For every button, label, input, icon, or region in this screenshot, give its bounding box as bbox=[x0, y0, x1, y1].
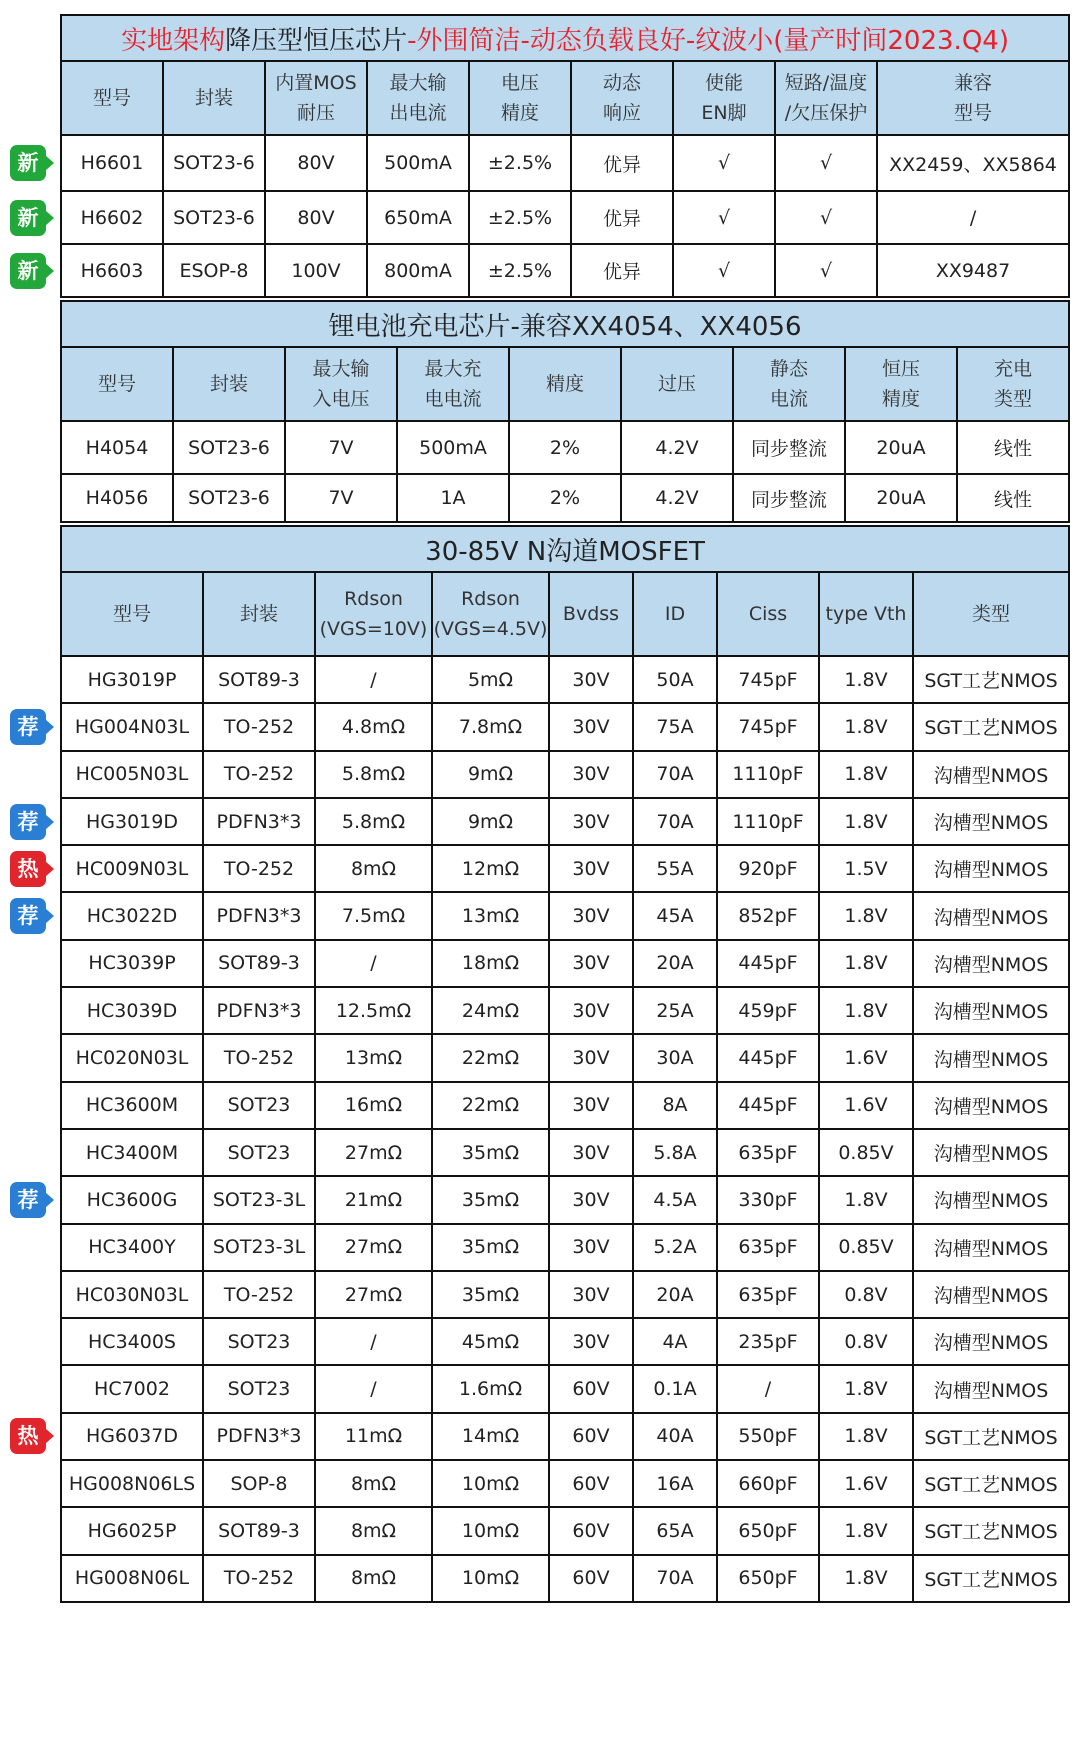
column-header: 内置MOS 耐压 bbox=[265, 61, 367, 135]
table-cell: 40A bbox=[633, 1413, 717, 1460]
column-header: 动态 响应 bbox=[571, 61, 673, 135]
recommend-badge: 荐 bbox=[10, 709, 46, 745]
table-cell: SOT89-3 bbox=[203, 940, 315, 987]
mosfet-section-title: 30-85V N沟道MOSFET bbox=[61, 526, 1069, 572]
column-header: Bvdss bbox=[549, 572, 633, 656]
table-cell: 25A bbox=[633, 987, 717, 1034]
table-cell: SGT工艺NMOS bbox=[913, 1507, 1069, 1554]
table-cell: 1110pF bbox=[717, 798, 819, 845]
table-row bbox=[61, 474, 1069, 522]
table-cell: 650pF bbox=[717, 1555, 819, 1602]
table-cell: 8mΩ bbox=[315, 1460, 432, 1507]
table-cell: SGT工艺NMOS bbox=[913, 703, 1069, 750]
table-row bbox=[61, 940, 1069, 987]
table-cell: 30V bbox=[549, 798, 633, 845]
table-cell: 16mΩ bbox=[315, 1082, 432, 1129]
table-cell: 优异 bbox=[571, 244, 673, 297]
table-cell: 4.8mΩ bbox=[315, 703, 432, 750]
table-cell: / bbox=[717, 1365, 819, 1412]
table-cell: 650mA bbox=[367, 191, 469, 244]
charger-section-title: 锂电池充电芯片-兼容XX4054、XX4056 bbox=[61, 301, 1069, 347]
buck-regulator-table bbox=[60, 14, 1070, 298]
table-cell: 1.8V bbox=[819, 892, 913, 939]
badge-column bbox=[0, 0, 60, 1752]
table-cell: 9mΩ bbox=[432, 798, 549, 845]
table-cell: 30V bbox=[549, 1224, 633, 1271]
table-cell: 635pF bbox=[717, 1271, 819, 1318]
table-cell: 优异 bbox=[571, 191, 673, 244]
table-cell: 27mΩ bbox=[315, 1224, 432, 1271]
table-cell: 沟槽型NMOS bbox=[913, 798, 1069, 845]
table-cell: SGT工艺NMOS bbox=[913, 656, 1069, 703]
table-cell: HC030N03L bbox=[61, 1271, 203, 1318]
column-header: 短路/温度 /欠压保护 bbox=[775, 61, 877, 135]
table-cell: 65A bbox=[633, 1507, 717, 1554]
table-cell: 55A bbox=[633, 845, 717, 892]
table-cell: 12.5mΩ bbox=[315, 987, 432, 1034]
table-cell: 445pF bbox=[717, 1082, 819, 1129]
table-cell: / bbox=[315, 940, 432, 987]
table-cell: HG6037D bbox=[61, 1413, 203, 1460]
table-cell: 1.6V bbox=[819, 1034, 913, 1081]
table-cell: 10mΩ bbox=[432, 1507, 549, 1554]
table-row bbox=[61, 1460, 1069, 1507]
table-cell: 20uA bbox=[845, 421, 957, 474]
table-cell: HG3019P bbox=[61, 656, 203, 703]
table-cell: 同步整流 bbox=[733, 474, 845, 522]
table-cell: TO-252 bbox=[203, 845, 315, 892]
table-cell: 45A bbox=[633, 892, 717, 939]
table-cell: 4.2V bbox=[621, 421, 733, 474]
table-cell: HC7002 bbox=[61, 1365, 203, 1412]
table-cell: 5mΩ bbox=[432, 656, 549, 703]
table-cell: HC3400Y bbox=[61, 1224, 203, 1271]
table-cell: 沟槽型NMOS bbox=[913, 1224, 1069, 1271]
table-row bbox=[61, 135, 1069, 191]
buck-section-title: 实地架构降压型恒压芯片-外围简洁-动态负载良好-纹波小(量产时间2023.Q4) bbox=[61, 15, 1069, 61]
table-cell: 1.8V bbox=[819, 656, 913, 703]
recommend-badge: 荐 bbox=[10, 804, 46, 840]
column-header: 类型 bbox=[913, 572, 1069, 656]
table-cell: ±2.5% bbox=[469, 191, 571, 244]
table-row bbox=[61, 1034, 1069, 1081]
table-cell: 0.85V bbox=[819, 1129, 913, 1176]
table-cell: ±2.5% bbox=[469, 135, 571, 191]
column-header: Rdson (VGS=4.5V) bbox=[432, 572, 549, 656]
table-cell: 沟槽型NMOS bbox=[913, 987, 1069, 1034]
table-cell: H4056 bbox=[61, 474, 173, 522]
column-header: Rdson (VGS=10V) bbox=[315, 572, 432, 656]
recommend-badge: 荐 bbox=[10, 898, 46, 934]
table-cell: 优异 bbox=[571, 135, 673, 191]
table-cell: 500mA bbox=[397, 421, 509, 474]
new-badge: 新 bbox=[10, 145, 46, 181]
table-cell: 1110pF bbox=[717, 751, 819, 798]
table-cell: 35mΩ bbox=[432, 1224, 549, 1271]
table-row bbox=[61, 1413, 1069, 1460]
hot-badge: 热 bbox=[10, 1418, 46, 1454]
table-cell: 800mA bbox=[367, 244, 469, 297]
column-header: 兼容 型号 bbox=[877, 61, 1069, 135]
table-cell: 沟槽型NMOS bbox=[913, 1176, 1069, 1223]
table-cell: HG6025P bbox=[61, 1507, 203, 1554]
table-cell: / bbox=[315, 1318, 432, 1365]
table-cell: 沟槽型NMOS bbox=[913, 892, 1069, 939]
table-cell: √ bbox=[673, 135, 775, 191]
column-header: 封装 bbox=[173, 347, 285, 421]
table-cell: 20uA bbox=[845, 474, 957, 522]
table-cell: 27mΩ bbox=[315, 1129, 432, 1176]
table-cell: 线性 bbox=[957, 421, 1069, 474]
table-cell: SOT23 bbox=[203, 1129, 315, 1176]
column-header: Ciss bbox=[717, 572, 819, 656]
table-cell: 445pF bbox=[717, 1034, 819, 1081]
table-cell: XX9487 bbox=[877, 244, 1069, 297]
table-cell: 0.1A bbox=[633, 1365, 717, 1412]
table-cell: 4.5A bbox=[633, 1176, 717, 1223]
table-cell: 1.8V bbox=[819, 1365, 913, 1412]
table-cell: 660pF bbox=[717, 1460, 819, 1507]
table-cell: SOT89-3 bbox=[203, 656, 315, 703]
table-cell: 30V bbox=[549, 987, 633, 1034]
table-cell: 5.8mΩ bbox=[315, 798, 432, 845]
table-cell: 5.8A bbox=[633, 1129, 717, 1176]
table-cell: 22mΩ bbox=[432, 1082, 549, 1129]
table-cell: HC005N03L bbox=[61, 751, 203, 798]
table-cell: 7V bbox=[285, 474, 397, 522]
table-row bbox=[61, 1129, 1069, 1176]
table-cell: 500mA bbox=[367, 135, 469, 191]
table-cell: 30V bbox=[549, 1271, 633, 1318]
table-cell: H6602 bbox=[61, 191, 163, 244]
table-cell: 30V bbox=[549, 1129, 633, 1176]
table-cell: 2% bbox=[509, 421, 621, 474]
table-cell: 12mΩ bbox=[432, 845, 549, 892]
product-tables bbox=[60, 14, 1068, 1603]
table-cell: 4.2V bbox=[621, 474, 733, 522]
table-row bbox=[61, 1082, 1069, 1129]
table-cell: HG008N06LS bbox=[61, 1460, 203, 1507]
table-cell: SOT89-3 bbox=[203, 1507, 315, 1554]
table-row bbox=[61, 892, 1069, 939]
table-cell: 9mΩ bbox=[432, 751, 549, 798]
column-header: type Vth bbox=[819, 572, 913, 656]
table-cell: 8mΩ bbox=[315, 845, 432, 892]
table-cell: 8mΩ bbox=[315, 1507, 432, 1554]
table-cell: 2% bbox=[509, 474, 621, 522]
table-cell: √ bbox=[673, 191, 775, 244]
table-cell: SOT23 bbox=[203, 1082, 315, 1129]
table-cell: 30V bbox=[549, 940, 633, 987]
table-cell: SOT23-3L bbox=[203, 1224, 315, 1271]
table-row bbox=[61, 421, 1069, 474]
table-cell: 10mΩ bbox=[432, 1460, 549, 1507]
table-cell: ESOP-8 bbox=[163, 244, 265, 297]
table-cell: 330pF bbox=[717, 1176, 819, 1223]
table-cell: 沟槽型NMOS bbox=[913, 1034, 1069, 1081]
table-cell: HC009N03L bbox=[61, 845, 203, 892]
table-row bbox=[61, 656, 1069, 703]
table-cell: 7.5mΩ bbox=[315, 892, 432, 939]
table-cell: 7V bbox=[285, 421, 397, 474]
table-cell: PDFN3*3 bbox=[203, 1413, 315, 1460]
table-cell: √ bbox=[775, 244, 877, 297]
table-cell: 550pF bbox=[717, 1413, 819, 1460]
table-cell: 70A bbox=[633, 1555, 717, 1602]
table-row bbox=[61, 191, 1069, 244]
table-cell: SOT23-6 bbox=[163, 135, 265, 191]
table-cell: HC020N03L bbox=[61, 1034, 203, 1081]
table-cell: 35mΩ bbox=[432, 1129, 549, 1176]
table-cell: 635pF bbox=[717, 1224, 819, 1271]
table-cell: 24mΩ bbox=[432, 987, 549, 1034]
table-cell: √ bbox=[673, 244, 775, 297]
table-cell: 235pF bbox=[717, 1318, 819, 1365]
new-badge: 新 bbox=[10, 200, 46, 236]
table-cell: 20A bbox=[633, 1271, 717, 1318]
table-cell: 7.8mΩ bbox=[432, 703, 549, 750]
table-cell: 11mΩ bbox=[315, 1413, 432, 1460]
table-row bbox=[61, 845, 1069, 892]
table-cell: SOT23-6 bbox=[173, 474, 285, 522]
table-cell: 沟槽型NMOS bbox=[913, 845, 1069, 892]
table-cell: XX2459、XX5864 bbox=[877, 135, 1069, 191]
column-header: 封装 bbox=[163, 61, 265, 135]
table-row bbox=[61, 798, 1069, 845]
table-cell: 8mΩ bbox=[315, 1555, 432, 1602]
column-header: 精度 bbox=[509, 347, 621, 421]
table-cell: 13mΩ bbox=[432, 892, 549, 939]
table-cell: 1.8V bbox=[819, 1176, 913, 1223]
table-cell: SGT工艺NMOS bbox=[913, 1413, 1069, 1460]
table-cell: / bbox=[315, 656, 432, 703]
table-cell: 635pF bbox=[717, 1129, 819, 1176]
table-cell: 14mΩ bbox=[432, 1413, 549, 1460]
table-cell: 1.8V bbox=[819, 1555, 913, 1602]
table-cell: 30V bbox=[549, 703, 633, 750]
table-cell: HG008N06L bbox=[61, 1555, 203, 1602]
table-cell: ±2.5% bbox=[469, 244, 571, 297]
table-cell: 0.8V bbox=[819, 1318, 913, 1365]
table-cell: 0.85V bbox=[819, 1224, 913, 1271]
table-cell: H6601 bbox=[61, 135, 163, 191]
table-cell: 1.8V bbox=[819, 751, 913, 798]
lithium-charger-table bbox=[60, 300, 1070, 523]
table-cell: / bbox=[877, 191, 1069, 244]
table-cell: 30V bbox=[549, 1082, 633, 1129]
column-header: 封装 bbox=[203, 572, 315, 656]
table-cell: 1.8V bbox=[819, 940, 913, 987]
table-cell: 852pF bbox=[717, 892, 819, 939]
table-cell: 13mΩ bbox=[315, 1034, 432, 1081]
table-cell: 60V bbox=[549, 1555, 633, 1602]
table-row bbox=[61, 1224, 1069, 1271]
table-cell: 1.5V bbox=[819, 845, 913, 892]
table-cell: 70A bbox=[633, 751, 717, 798]
column-header: 最大输 出电流 bbox=[367, 61, 469, 135]
table-cell: HC3600G bbox=[61, 1176, 203, 1223]
table-cell: 1.8V bbox=[819, 798, 913, 845]
table-cell: 30A bbox=[633, 1034, 717, 1081]
table-cell: 30V bbox=[549, 656, 633, 703]
table-cell: HC3400M bbox=[61, 1129, 203, 1176]
table-row bbox=[61, 1365, 1069, 1412]
table-cell: 4A bbox=[633, 1318, 717, 1365]
table-cell: 10mΩ bbox=[432, 1555, 549, 1602]
table-cell: 75A bbox=[633, 703, 717, 750]
table-cell: 5.8mΩ bbox=[315, 751, 432, 798]
table-cell: H4054 bbox=[61, 421, 173, 474]
table-cell: 1.8V bbox=[819, 1413, 913, 1460]
column-header: 型号 bbox=[61, 572, 203, 656]
table-cell: 1.8V bbox=[819, 703, 913, 750]
table-cell: SOP-8 bbox=[203, 1460, 315, 1507]
table-cell: 1.6V bbox=[819, 1460, 913, 1507]
table-cell: 30V bbox=[549, 845, 633, 892]
table-cell: PDFN3*3 bbox=[203, 987, 315, 1034]
table-cell: SGT工艺NMOS bbox=[913, 1460, 1069, 1507]
table-cell: HG004N03L bbox=[61, 703, 203, 750]
table-row bbox=[61, 1176, 1069, 1223]
table-cell: 80V bbox=[265, 191, 367, 244]
new-badge: 新 bbox=[10, 253, 46, 289]
table-cell: 30V bbox=[549, 1176, 633, 1223]
table-cell: 459pF bbox=[717, 987, 819, 1034]
table-cell: 50A bbox=[633, 656, 717, 703]
table-cell: 22mΩ bbox=[432, 1034, 549, 1081]
table-cell: 1.8V bbox=[819, 1507, 913, 1554]
column-header: 电压 精度 bbox=[469, 61, 571, 135]
table-cell: TO-252 bbox=[203, 703, 315, 750]
table-cell: 35mΩ bbox=[432, 1176, 549, 1223]
table-cell: HC3400S bbox=[61, 1318, 203, 1365]
table-cell: 745pF bbox=[717, 703, 819, 750]
table-row bbox=[61, 1318, 1069, 1365]
table-row bbox=[61, 1555, 1069, 1602]
table-cell: 1.6V bbox=[819, 1082, 913, 1129]
table-cell: PDFN3*3 bbox=[203, 892, 315, 939]
table-cell: SOT23 bbox=[203, 1318, 315, 1365]
table-cell: / bbox=[315, 1365, 432, 1412]
column-header: 型号 bbox=[61, 61, 163, 135]
recommend-badge: 荐 bbox=[10, 1182, 46, 1218]
table-cell: SGT工艺NMOS bbox=[913, 1555, 1069, 1602]
column-header: 最大充 电电流 bbox=[397, 347, 509, 421]
table-cell: 沟槽型NMOS bbox=[913, 1271, 1069, 1318]
column-header: 过压 bbox=[621, 347, 733, 421]
table-row bbox=[61, 987, 1069, 1034]
column-header: 型号 bbox=[61, 347, 173, 421]
table-row bbox=[61, 1507, 1069, 1554]
table-cell: 30V bbox=[549, 1034, 633, 1081]
table-cell: 30V bbox=[549, 751, 633, 798]
table-cell: 5.2A bbox=[633, 1224, 717, 1271]
table-row bbox=[61, 1271, 1069, 1318]
table-cell: SOT23-6 bbox=[173, 421, 285, 474]
table-cell: 80V bbox=[265, 135, 367, 191]
column-header: 恒压 精度 bbox=[845, 347, 957, 421]
table-cell: 60V bbox=[549, 1413, 633, 1460]
table-cell: 8A bbox=[633, 1082, 717, 1129]
table-cell: 沟槽型NMOS bbox=[913, 1318, 1069, 1365]
table-cell: 745pF bbox=[717, 656, 819, 703]
table-cell: 60V bbox=[549, 1507, 633, 1554]
table-cell: 45mΩ bbox=[432, 1318, 549, 1365]
table-cell: 60V bbox=[549, 1365, 633, 1412]
table-cell: 0.8V bbox=[819, 1271, 913, 1318]
table-cell: HC3022D bbox=[61, 892, 203, 939]
table-cell: 35mΩ bbox=[432, 1271, 549, 1318]
table-cell: 16A bbox=[633, 1460, 717, 1507]
table-cell: SOT23-6 bbox=[163, 191, 265, 244]
table-cell: 27mΩ bbox=[315, 1271, 432, 1318]
hot-badge: 热 bbox=[10, 851, 46, 887]
column-header: 静态 电流 bbox=[733, 347, 845, 421]
table-cell: 沟槽型NMOS bbox=[913, 751, 1069, 798]
table-cell: SOT23-3L bbox=[203, 1176, 315, 1223]
table-cell: 20A bbox=[633, 940, 717, 987]
table-cell: PDFN3*3 bbox=[203, 798, 315, 845]
table-cell: 650pF bbox=[717, 1507, 819, 1554]
table-cell: √ bbox=[775, 191, 877, 244]
table-cell: 1.6mΩ bbox=[432, 1365, 549, 1412]
table-cell: 30V bbox=[549, 1318, 633, 1365]
table-cell: TO-252 bbox=[203, 1034, 315, 1081]
table-cell: HC3600M bbox=[61, 1082, 203, 1129]
table-row bbox=[61, 703, 1069, 750]
table-cell: TO-252 bbox=[203, 1555, 315, 1602]
column-header: ID bbox=[633, 572, 717, 656]
table-cell: 21mΩ bbox=[315, 1176, 432, 1223]
table-cell: √ bbox=[775, 135, 877, 191]
table-cell: 445pF bbox=[717, 940, 819, 987]
table-row bbox=[61, 751, 1069, 798]
table-cell: SOT23 bbox=[203, 1365, 315, 1412]
table-cell: HC3039P bbox=[61, 940, 203, 987]
table-cell: 1A bbox=[397, 474, 509, 522]
table-cell: 100V bbox=[265, 244, 367, 297]
table-cell: 线性 bbox=[957, 474, 1069, 522]
table-cell: 18mΩ bbox=[432, 940, 549, 987]
mosfet-table bbox=[60, 525, 1070, 1603]
table-cell: HC3039D bbox=[61, 987, 203, 1034]
table-cell: 同步整流 bbox=[733, 421, 845, 474]
table-cell: 30V bbox=[549, 892, 633, 939]
table-cell: H6603 bbox=[61, 244, 163, 297]
table-cell: 920pF bbox=[717, 845, 819, 892]
table-cell: 70A bbox=[633, 798, 717, 845]
column-header: 充电 类型 bbox=[957, 347, 1069, 421]
column-header: 使能 EN脚 bbox=[673, 61, 775, 135]
table-cell: TO-252 bbox=[203, 751, 315, 798]
table-cell: 沟槽型NMOS bbox=[913, 940, 1069, 987]
table-cell: 60V bbox=[549, 1460, 633, 1507]
table-cell: 沟槽型NMOS bbox=[913, 1365, 1069, 1412]
table-row bbox=[61, 244, 1069, 297]
table-cell: 沟槽型NMOS bbox=[913, 1082, 1069, 1129]
column-header: 最大输 入电压 bbox=[285, 347, 397, 421]
table-cell: HG3019D bbox=[61, 798, 203, 845]
table-cell: 沟槽型NMOS bbox=[913, 1129, 1069, 1176]
table-cell: 1.8V bbox=[819, 987, 913, 1034]
table-cell: TO-252 bbox=[203, 1271, 315, 1318]
